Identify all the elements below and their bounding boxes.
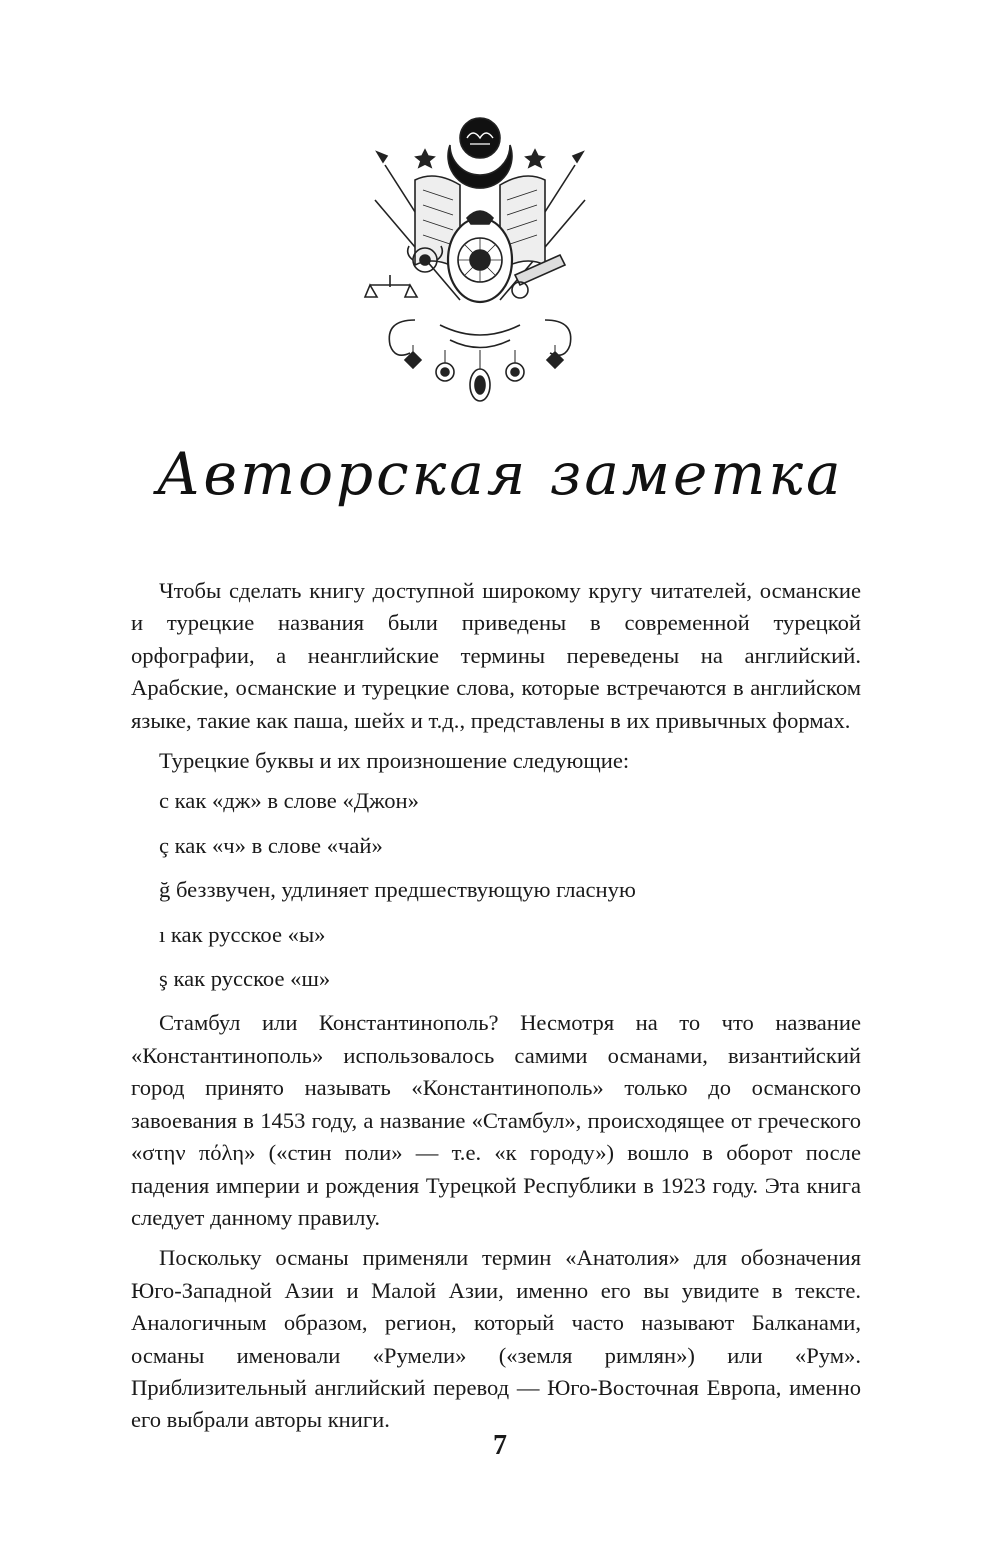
letter-line: ğ беззвучен, удлиняет предшествующую гласную <box>159 877 636 903</box>
letter-line: ş как русское «ш» <box>159 966 331 992</box>
paragraph: Турецкие буквы и их произношение следующие: <box>159 748 630 774</box>
letter-line: ı как русское «ы» <box>159 921 326 947</box>
ottoman-coat-of-arms-emblem <box>355 110 605 410</box>
page-title: Авторская заметка <box>156 440 844 508</box>
paragraph: Поскольку османы применяли термин «Анатолия» для обозначения Юго-Западной Азии и Малой Азии, именно его вы увидите в тексте. Аналогичным образом, регион, который часто называют Балканами, османы именовали «Румели» («земля римлян») или «Рум». Приблизительный английский перевод — Юго-Восточная Европа, именно его выбрали авторы книги. <box>131 1245 861 1433</box>
body-text <box>131 575 861 1445</box>
letter-line: ç как «ч» в слове «чай» <box>159 832 383 858</box>
paragraph: Чтобы сделать книгу доступной широкому кругу читателей, османские и турецкие названия были приведены в современной турецкой орфографии, а неанглийские термины переведены на английский. Арабские, османские и турецкие слова, которые встречаются в английском языке, такие как паша, шейх и т.д., представлены в их привычных формах. <box>131 578 861 733</box>
page-number: 7 <box>493 1430 507 1461</box>
paragraph: Стамбул или Константинополь? Несмотря на то что название «Константинополь» использовалось самими османами, византийский город принято называть «Константинополь» только до османского завоевания в 1453 году, а название «Стамбул», происходящее от греческого «στην πόλη» («стин поли» — т.е. «к городу») вошло в оборот после падения империи и рождения Турецкой Республики в 1923 году. Эта книга следует данному правилу. <box>131 1010 861 1230</box>
letter-line: c как «дж» в слове «Джон» <box>159 788 419 814</box>
